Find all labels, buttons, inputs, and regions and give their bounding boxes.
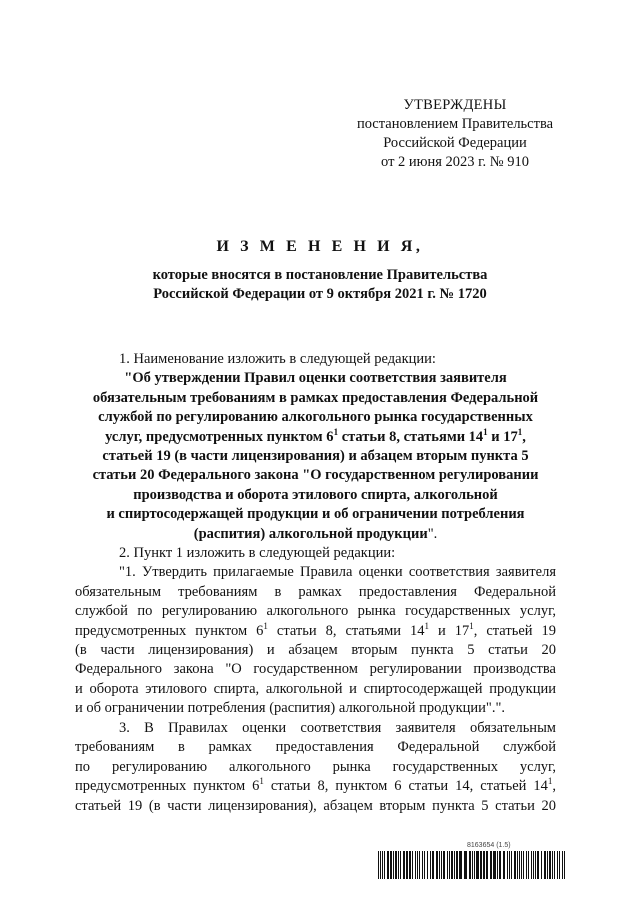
text-line: (в части лицензирования) и абзацем вторым пункта 5 статьи 20 [75, 641, 556, 658]
text-line: предусмотренных пунктом $6^1$ статьи 8, пунктом 6 статьи 14, статьей $14^1$, [75, 777, 556, 795]
text-line: и об ограничении потребления (распития) алкогольной продукции".". [75, 700, 506, 717]
paragraph-intro: 2. Пункт 1 изложить в следующей редакции: [119, 545, 396, 561]
document-subtitle [70, 266, 570, 304]
quote-line: обязательным требованиям в рамках предоставления Федеральной [92, 389, 539, 406]
text-line: требованиям в рамках предоставления Федеральной службой [75, 739, 556, 756]
text-line: обязательным требованиям в рамках предоставления Федеральной [75, 583, 556, 600]
document-title: И З М Е Н Е Н И Я, [216, 238, 424, 255]
subtitle-line: Российской Федерации от 9 октября 2021 г. № 1720 [153, 286, 487, 302]
quote-line: производства и оборота этилового спирта, алкогольной [133, 486, 498, 503]
text-line: и оборота этилового спирта, алкогольной и спиртосодержащей продукции [75, 680, 556, 697]
quote-line: (распития) алкогольной продукции". [193, 525, 438, 542]
paragraph-2 [75, 544, 556, 719]
barcode-id: 8163654 (1.5) [467, 842, 511, 849]
approval-block [330, 96, 580, 172]
paragraph-intro: 1. Наименование изложить в следующей редакции: [119, 351, 436, 367]
text-line: статьей 19 (в части лицензирования), абзацем вторым пункта 5 статьи 20 [75, 797, 556, 814]
quote-line: услуг, предусмотренных пунктом $6^1$ статьи 8, статьями $14^1$ и $17^1$, [105, 427, 526, 445]
quote-line: "Об утверждении Правил оценки соответствия заявителя [124, 370, 507, 387]
text-line: Федерального закона "О государственном регулировании производства [75, 661, 556, 678]
quote-line: статьей 19 (в части лицензирования) и абзацем вторым пункта 5 [102, 447, 529, 464]
barcode-icon [378, 851, 565, 879]
quote-line: службой по регулированию алкогольного рынка государственных [98, 409, 533, 426]
text-line: службой по регулированию алкогольного рынка государственных услуг, [75, 603, 556, 620]
quoted-title [75, 369, 556, 544]
approval-line: от 2 июня 2023 г. № 910 [381, 154, 529, 170]
text-line: по регулированию алкогольного рынка государственных услуг, [75, 758, 556, 775]
text-line: "1. Утвердить прилагаемые Правила оценки соответствия заявителя [119, 564, 556, 581]
approval-head: УТВЕРЖДЕНЫ [403, 97, 507, 113]
quote-line: статьи 20 Федерального закона "О государственном регулировании [92, 467, 539, 484]
paragraph-3 [75, 719, 556, 816]
subtitle-line: которые вносятся в постановление Правительства [152, 267, 488, 283]
text-line: предусмотренных пунктом $6^1$ статьи 8, статьями $14^1$ и $17^1$, статьей 19 [75, 621, 556, 639]
text-line: 3. В Правилах оценки соответствия заявителя обязательным [119, 720, 556, 736]
approval-line: постановлением Правительства [356, 116, 554, 132]
paragraph-1 [75, 350, 556, 544]
approval-line: Российской Федерации [383, 135, 527, 151]
quote-line: и спиртосодержащей продукции и об ограничении потребления [106, 506, 525, 523]
